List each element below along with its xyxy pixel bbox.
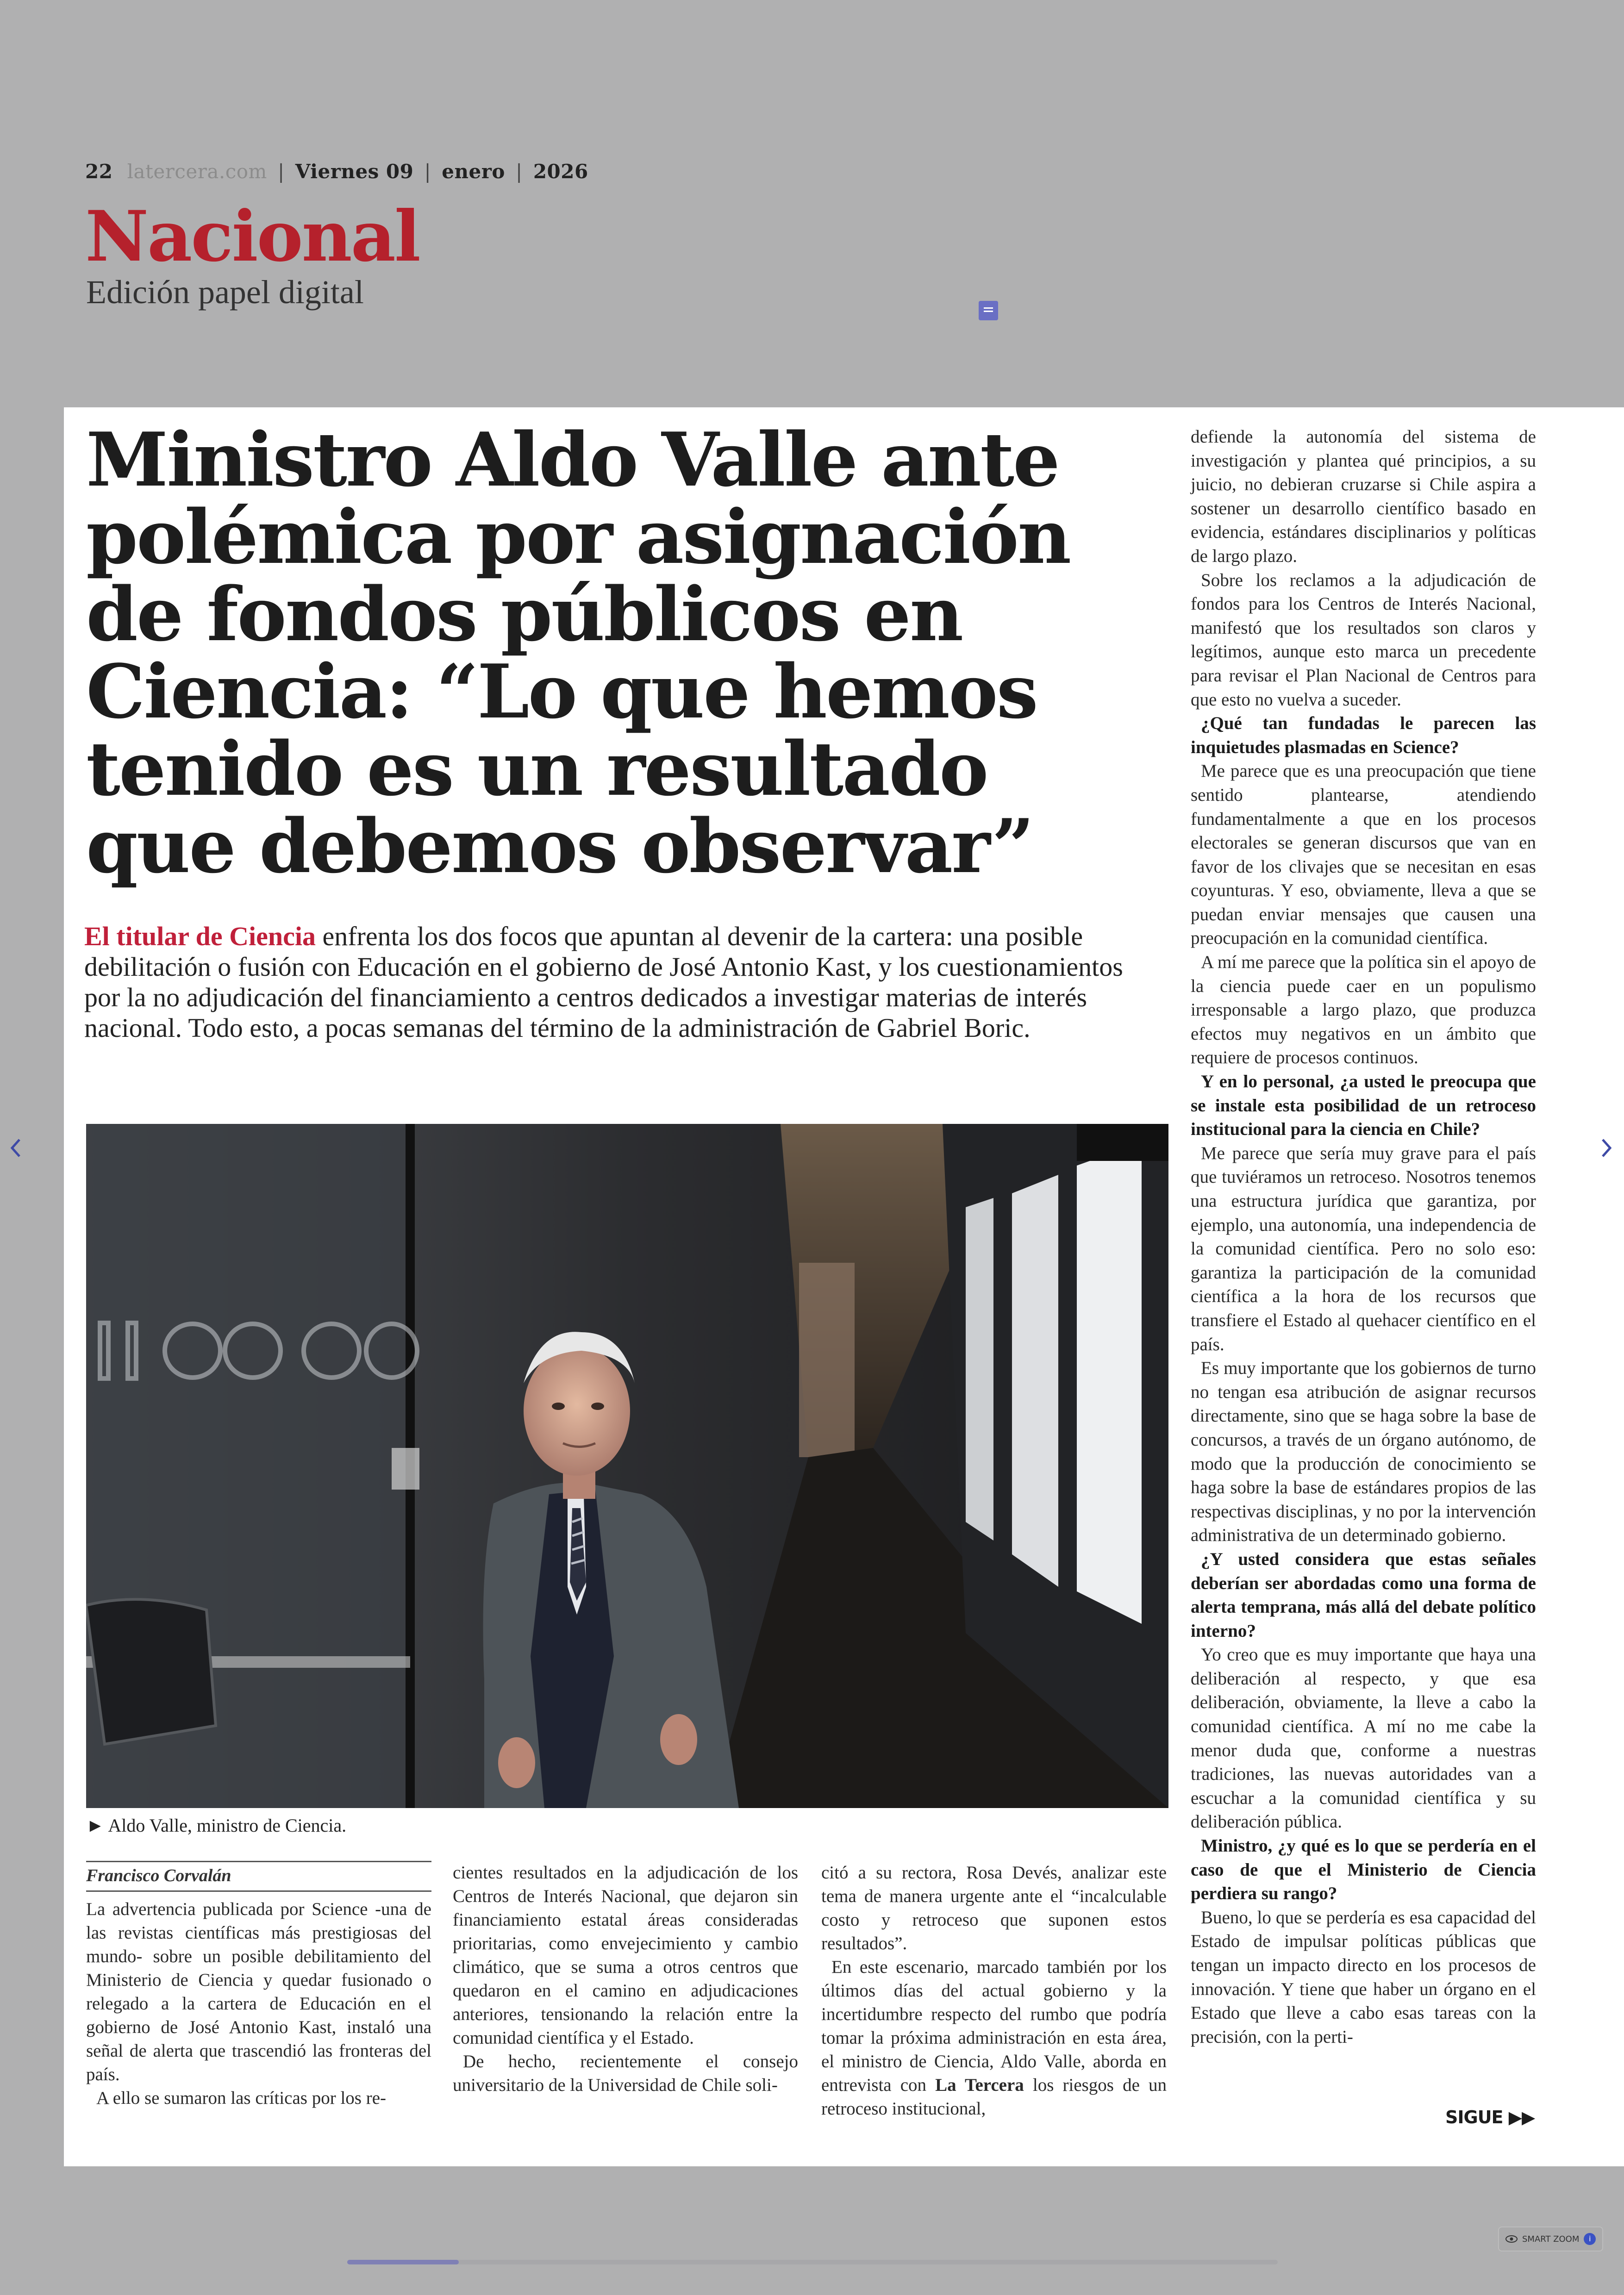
newspaper-page (64, 407, 1624, 2166)
interview-answer: defiende la autonomía del sistema de investigación y plantea qué principios, a su juicio, no debieran cruzarse si Chile aspira a sostener un desarrollo científico basado en evidencia, estándares disciplinarios y políticas de largo plazo. (1191, 427, 1536, 566)
interview-question: Ministro, ¿y qué es lo que se perdería en el caso de que el Ministerio de Ciencia perdiera su rango? (1191, 1836, 1536, 1904)
issue-weekday: Viernes 09 (295, 160, 414, 183)
article-headline: Ministro Aldo Valle ante polémica por asignación de fondos públicos en Ciencia: “Lo que hemos tenido es un resultado que debemos observar” (86, 416, 1070, 890)
interview-answer: Bueno, lo que se perdería es esa capacidad del Estado de impulsar políticas públicas que tengan un impacto directo en los procesos de innovación. Y tiene que haber un órgano en el Estado que lleve a cabo esas tareas con la precisión, con la perti- (1191, 1907, 1536, 2047)
prev-page-button[interactable] (6, 1129, 25, 1166)
interview-answer: Me parece que es una preocupación que tiene sentido plantearse, atendiendo fundamentalmente a que en los procesos electorales se generan discursos que van en favor de los clivajes que se necesitan en esas coyunturas. Y eso, obviamente, lleva a que se puedan enviar mensajes que causen una preocupación en la comunidad científica. (1191, 761, 1536, 948)
next-page-button[interactable] (1597, 1129, 1616, 1166)
body-paragraph: cientes resultados en la adjudicación de los Centros de Interés Nacional, que dejaron sin financiamiento estatal áreas consideradas prioritarias, como envejecimiento y cambio climático, que se suma a otros centros que quedaron en el camino en adjudicaciones anteriores, tensionando la relación entre la comunidad científica y el Estado. (453, 1863, 798, 2048)
chevron-left-icon (6, 1129, 25, 1166)
section-title: Nacional (85, 196, 419, 277)
page-number: 22 (85, 160, 113, 183)
photo-caption: ► Aldo Valle, ministro de Ciencia. (86, 1815, 347, 1836)
interview-answer: Sobre los reclamos a la adjudicación de fondos para los Centros de Interés Nacional, manifestó que los resultados son claros y legítimos, aunque esto marca un precedente para revisar el Plan Nacional de Centros para que esto no vuelva a suceder. (1191, 570, 1536, 710)
eye-icon (1505, 2235, 1518, 2243)
page-header-line: 22 latercera.com | Viernes 09 | enero | 2026 (85, 160, 588, 183)
annotation-note-icon[interactable] (979, 301, 998, 320)
body-paragraph: De hecho, recientemente el consejo universitario de la Universidad de Chile soli- (453, 2052, 798, 2095)
interview-answer: A mí me parece que la política sin el apoyo de la ciencia puede caer en un populismo irresponsable a largo plazo, que produzca efectos muy negativos en un ámbito que requiere de procesos continuos. (1191, 952, 1536, 1068)
body-column-3 (821, 1861, 1167, 2120)
interview-answer: Es muy importante que los gobiernos de turno no tengan esa atribución de asignar recursos directamente, sino que se haga sobre la base de concursos, a través de un órgano autónomo, de modo que la producción de conocimiento se haga sobre la base de estándares propios de las respectivas disciplinas, y no por la intervención administrativa de un determinado gobierno. (1191, 1358, 1536, 1546)
issue-year: 2026 (533, 160, 588, 183)
body-paragraph: citó a su rectora, Rosa Devés, analizar este tema de manera urgente ante el “incalculable costo y retroceso que suponen estos resultados”. (821, 1863, 1167, 1953)
body-paragraph (821, 1955, 1167, 2120)
interview-answer: Yo creo que es muy importante que haya una deliberación al respecto, y que esa deliberación, obviamente, la lleve a cabo la comunidad científica. A mí no me cabe la menor duda que, conforme a nuestras tradiciones, las nuevas autoridades van a escuchar a la comunidad científica y su deliberación pública. (1191, 1645, 1536, 1832)
info-badge: i (1584, 2233, 1596, 2245)
continue-label: SIGUE ▶▶ (1445, 2107, 1535, 2127)
edition-subtitle: Edición papel digital (86, 274, 364, 311)
smart-zoom-button[interactable] (1498, 2226, 1603, 2251)
lede-kicker: El titular de Ciencia (84, 921, 316, 951)
interview-answer: Me parece que sería muy grave para el país que tuviéramos un retroceso. Nosotros tenemos una estructura jurídica que garantiza, por ejemplo, una autonomía, una independencia de la comunidad científica. Pero no solo eso: garantiza la participación de la comunidad científica a la hora de los recursos que transfiere el Estado al quehacer científico en el país. (1191, 1143, 1536, 1354)
issue-month: enero (442, 160, 505, 183)
body-column-1 (86, 1861, 431, 2110)
body-text: los riesgos de un retroceso institucional, (821, 2075, 1167, 2119)
chevron-right-icon (1597, 1129, 1616, 1166)
author-byline: Francisco Corvalán (86, 1861, 431, 1892)
lede-text: enfrenta los dos focos que apuntan al devenir de la cartera: una posible debilitación o fusión con Educación en el gobierno de José Antonio Kast, y los cuestionamientos por la no adjudicación del financiamiento a centros dedicados a investigar materias de interés nacional. Todo esto, a pocas semanas del término de la administración de Gabriel Boric. (84, 921, 1123, 1043)
body-column-2 (453, 1861, 798, 2097)
interview-column (1191, 425, 1536, 2049)
reading-progress-fill (347, 2260, 459, 2264)
body-text: En este escenario, marcado también por los últimos días del actual gobierno y la incertidumbre respecto del rumbo que podría tomar la próxima administración en esta área, el ministro de Ciencia, Aldo Valle, aborda en entrevista con (821, 1957, 1167, 2095)
site-name: latercera.com (127, 160, 267, 183)
interview-question: Y en lo personal, ¿a usted le preocupa que se instale esta posibilidad de un retroceso institucional para la ciencia en Chile? (1191, 1072, 1536, 1140)
body-paragraph: A ello se sumaron las críticas por los re- (96, 2088, 386, 2108)
newspaper-name: La Tercera (935, 2075, 1024, 2095)
interview-question: ¿Y usted considera que estas señales deberían ser abordadas como una forma de alerta temprana, más allá del debate político interno? (1191, 1549, 1536, 1641)
article-photo (86, 1124, 1168, 1808)
reading-progress-bar[interactable] (347, 2260, 1278, 2264)
body-paragraph: La advertencia publicada por Science -una de las revistas científicas más prestigiosas del mundo- sobre un posible debilitamiento del Ministerio de Ciencia y quedar fusionado o relegado a la cartera de Educación en el gobierno de José Antonio Kast, instaló una señal de alerta que trascendió las fronteras del país. (86, 1899, 431, 2084)
smart-zoom-label: SMART ZOOM (1522, 2234, 1580, 2244)
minister-portrait-image (86, 1124, 1168, 1808)
article-lede (84, 921, 1149, 1043)
interview-question: ¿Qué tan fundadas le parecen las inquietudes plasmadas en Science? (1191, 713, 1536, 757)
